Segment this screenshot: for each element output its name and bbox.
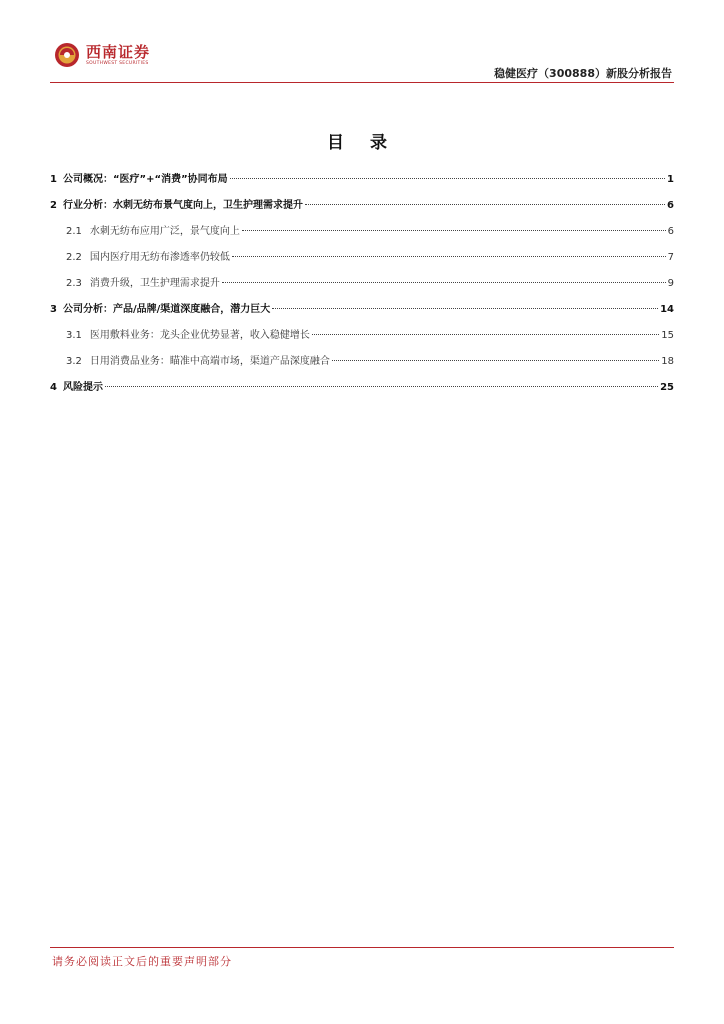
toc-leader-dots <box>305 204 665 205</box>
toc-leader-dots <box>272 308 658 309</box>
header-divider <box>50 82 674 83</box>
table-of-contents <box>50 170 674 404</box>
toc-entry[interactable] <box>50 196 674 222</box>
toc-entry[interactable] <box>50 300 674 326</box>
footer-disclaimer-note: 请务必阅读正文后的重要声明部分 <box>52 955 232 968</box>
logo-english-name: SOUTHWEST SECURITIES <box>86 60 149 66</box>
toc-leader-dots <box>230 178 665 179</box>
toc-entry[interactable] <box>50 170 674 196</box>
toc-entry-number: 2.2 <box>66 252 82 263</box>
toc-leader-dots <box>232 256 666 257</box>
toc-leader-dots <box>105 386 658 387</box>
toc-entry-page: 7 <box>667 252 674 263</box>
toc-entry-number: 2 <box>50 200 57 211</box>
toc-entry-number: 1 <box>50 174 57 185</box>
toc-entry[interactable] <box>50 326 674 352</box>
toc-entry-number: 3.2 <box>66 356 82 367</box>
toc-entry-title: 消费升级，卫生护理需求提升 <box>89 278 220 289</box>
toc-heading: 目 录 <box>327 133 397 153</box>
toc-entry-title: 公司分析：产品/品牌/渠道深度融合，潜力巨大 <box>62 304 271 315</box>
toc-entry[interactable] <box>50 248 674 274</box>
company-logo <box>54 42 150 68</box>
toc-entry-title: 风险提示 <box>62 382 103 393</box>
toc-entry[interactable] <box>50 352 674 378</box>
toc-entry-title: 医用敷料业务：龙头企业优势显著，收入稳健增长 <box>89 330 310 341</box>
toc-entry-number: 3.1 <box>66 330 82 341</box>
toc-entry[interactable] <box>50 222 674 248</box>
toc-entry-title: 日用消费品业务：瞄准中高端市场，渠道产品深度融合 <box>89 356 330 367</box>
page-header <box>50 38 674 82</box>
toc-entry-title: 水刺无纺布应用广泛，景气度向上 <box>89 226 240 237</box>
toc-entry-page: 6 <box>667 226 674 237</box>
toc-entry-number: 2.1 <box>66 226 82 237</box>
toc-leader-dots <box>312 334 659 335</box>
toc-entry-title: 公司概况：“医疗”+“消费”协同布局 <box>62 174 228 185</box>
toc-leader-dots <box>242 230 666 231</box>
toc-entry-page: 1 <box>667 174 674 185</box>
logo-mark-icon <box>54 42 80 68</box>
toc-entry-page: 25 <box>660 382 674 393</box>
toc-entry-page: 9 <box>667 278 674 289</box>
toc-entry-page: 14 <box>660 304 674 315</box>
toc-entry-page: 6 <box>667 200 674 211</box>
toc-leader-dots <box>222 282 666 283</box>
toc-entry-number: 3 <box>50 304 57 315</box>
footer-divider <box>50 947 674 948</box>
toc-entry-number: 4 <box>50 382 57 393</box>
report-title: 稳健医疗（300888）新股分析报告 <box>494 67 672 80</box>
toc-entry-title: 行业分析：水刺无纺布景气度向上，卫生护理需求提升 <box>62 200 303 211</box>
toc-entry-page: 15 <box>661 330 674 341</box>
toc-entry[interactable] <box>50 378 674 404</box>
toc-leader-dots <box>332 360 659 361</box>
toc-entry-title: 国内医疗用无纺布渗透率仍较低 <box>89 252 230 263</box>
toc-entry[interactable] <box>50 274 674 300</box>
toc-entry-page: 18 <box>661 356 674 367</box>
logo-chinese-name: 西南证券 <box>86 42 151 61</box>
toc-entry-number: 2.3 <box>66 278 82 289</box>
